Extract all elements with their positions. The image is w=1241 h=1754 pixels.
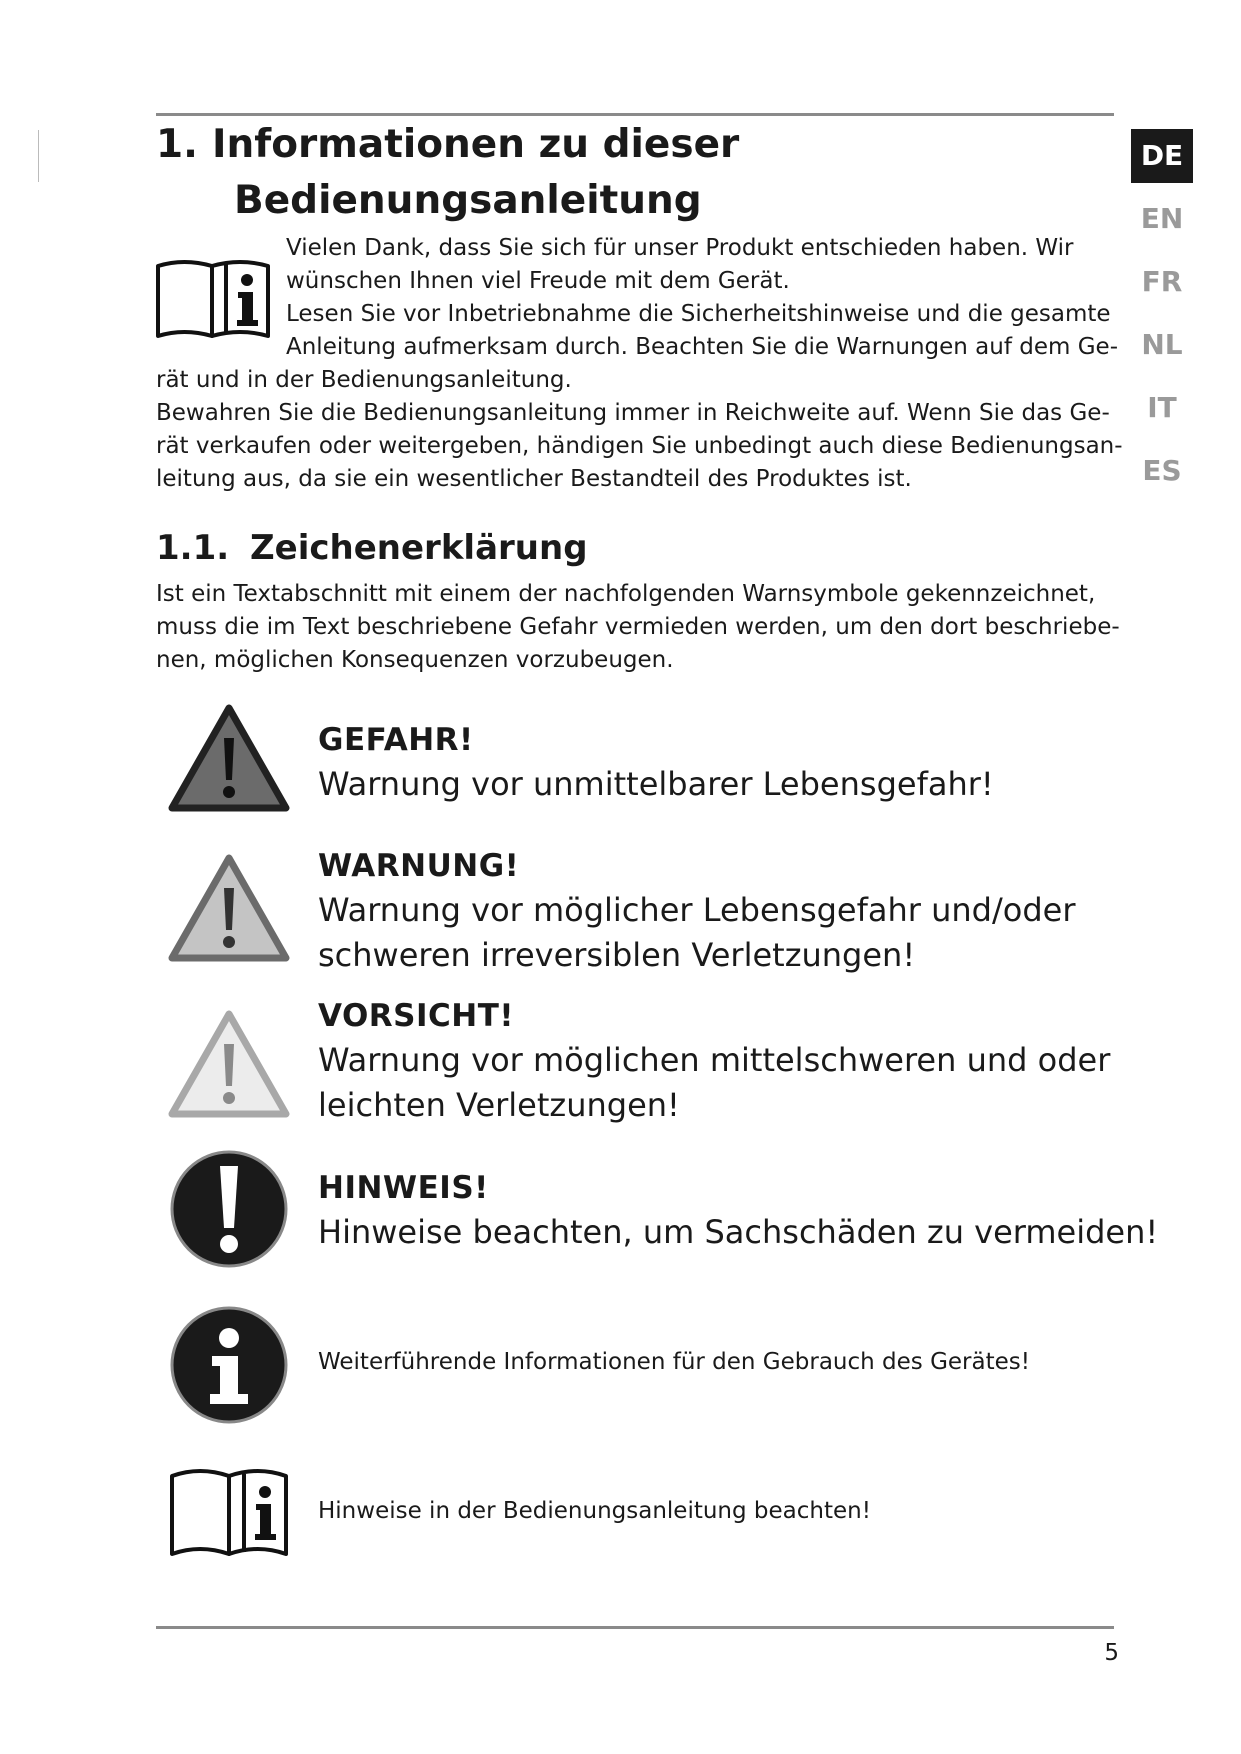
bottom-rule — [156, 1626, 1114, 1629]
symbol-title: GEFAHR! — [318, 722, 474, 758]
lang-tab-it[interactable]: IT — [1147, 391, 1177, 424]
intro-line: Bewahren Sie die Bedienungsanleitung immer in Reichweite auf. Wenn Sie das Ge- — [156, 400, 1110, 426]
symbol-info: Weiterführende Informationen für den Gebrauch des Gerätes! — [318, 1349, 1030, 1375]
intro-line: wünschen Ihnen viel Freude mit dem Gerät. — [286, 268, 790, 294]
section-title: Zeichenerklärung — [250, 528, 588, 568]
symbol-warning — [318, 844, 1075, 978]
symbol-danger — [318, 718, 994, 807]
symbol-title: WARNUNG! — [318, 848, 520, 884]
lang-tab-fr[interactable]: FR — [1141, 265, 1183, 298]
intro-text — [156, 232, 1123, 496]
symbol-description: Hinweise beachten, um Sachschäden zu vermeiden! — [318, 1213, 1159, 1251]
chapter-heading — [156, 120, 740, 223]
symbol-description: leichten Verletzungen! — [318, 1086, 680, 1124]
symbol-description: Warnung vor möglichen mittelschweren und oder — [318, 1041, 1111, 1079]
symbol-description: Warnung vor möglicher Lebensgefahr und/oder — [318, 891, 1076, 929]
top-rule — [156, 113, 1114, 116]
section-text — [156, 578, 1120, 677]
chapter-title-line2: Bedienungsanleitung — [234, 178, 702, 223]
lang-tab-es[interactable]: ES — [1142, 454, 1182, 487]
symbol-caution — [318, 994, 1110, 1128]
section-heading — [156, 526, 588, 570]
symbol-title: VORSICHT! — [318, 998, 515, 1034]
lang-tab-de[interactable]: DE — [1131, 129, 1193, 183]
section-line: Ist ein Textabschnitt mit einem der nachfolgenden Warnsymbole gekennzeichnet, — [156, 581, 1096, 607]
intro-line: leitung aus, da sie ein wesentlicher Bestandteil des Produktes ist. — [156, 466, 912, 492]
chapter-number: 1. — [156, 122, 198, 167]
intro-line: Lesen Sie vor Inbetriebnahme die Sicherheitshinweise und die gesamte — [286, 301, 1111, 327]
danger-triangle-icon — [168, 702, 290, 824]
intro-line: Vielen Dank, dass Sie sich für unser Produkt entschieden haben. Wir — [286, 235, 1074, 261]
section-line: muss die im Text beschriebene Gefahr vermieden werden, um den dort beschriebe- — [156, 614, 1120, 640]
symbol-description: Warnung vor unmittelbarer Lebensgefahr! — [318, 765, 994, 803]
symbol-title: HINWEIS! — [318, 1170, 489, 1206]
intro-line: Anleitung aufmerksam durch. Beachten Sie die Warnungen auf dem Ge- — [286, 334, 1118, 360]
symbol-notice — [318, 1166, 1158, 1255]
page-number: 5 — [1104, 1640, 1119, 1666]
intro-line: rät und in der Bedienungsanleitung. — [156, 367, 572, 393]
warning-triangle-icon — [168, 852, 290, 974]
manual-book-icon — [168, 1462, 290, 1562]
lang-tab-en[interactable]: EN — [1140, 202, 1184, 235]
section-line: nen, möglichen Konsequenzen vorzubeugen. — [156, 647, 674, 673]
page-edge-mark — [38, 130, 39, 182]
symbol-manual: Hinweise in der Bedienungsanleitung beachten! — [318, 1498, 871, 1524]
notice-exclamation-icon — [168, 1148, 290, 1270]
chapter-title-line1: Informationen zu dieser — [212, 122, 740, 167]
section-number: 1.1. — [156, 528, 230, 568]
info-circle-icon — [168, 1304, 290, 1426]
lang-tab-nl[interactable]: NL — [1141, 328, 1183, 361]
symbol-description: schweren irreversiblen Verletzungen! — [318, 936, 916, 974]
caution-triangle-icon — [168, 1008, 290, 1130]
intro-line: rät verkaufen oder weitergeben, händigen Sie unbedingt auch diese Bedienungsan- — [156, 433, 1123, 459]
